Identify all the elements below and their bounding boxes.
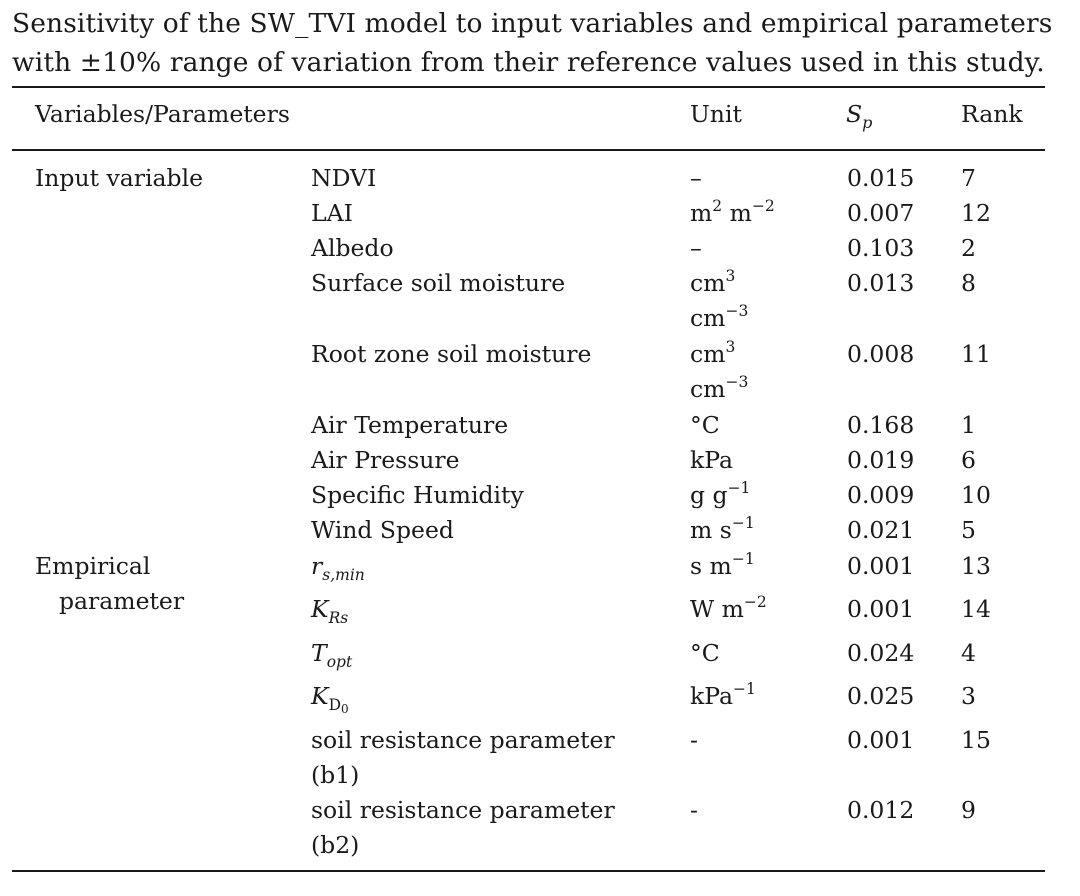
row-sp: 0.021 xyxy=(847,516,915,544)
row-sp: 0.013 xyxy=(847,269,915,297)
row-rank: 3 xyxy=(961,682,976,710)
row-unit: $m^2$ $m^{-2}$ xyxy=(690,197,775,227)
row-rank: 2 xyxy=(961,234,976,262)
header-sp: $S_p$ xyxy=(846,100,873,132)
row-sp: 0.019 xyxy=(847,446,915,474)
caption-line-2: with ±10% range of variation from their reference values used in this study. xyxy=(12,47,1045,78)
group-empirical-line-1: Empirical xyxy=(35,552,151,580)
row-unit: $cm^3$ xyxy=(690,267,736,297)
row-unit-cont: $cm^{-3}$ xyxy=(690,302,749,332)
row-unit: W $m^{-2}$ xyxy=(690,593,767,623)
row-sp: 0.007 xyxy=(847,199,915,227)
row-name: LAI xyxy=(311,199,353,227)
row-sp: 0.015 xyxy=(847,164,915,192)
row-rank: 4 xyxy=(961,639,976,667)
row-unit: °C xyxy=(690,639,720,667)
row-name: soil resistance parameter xyxy=(311,796,615,824)
row-rank: 11 xyxy=(961,340,991,368)
row-unit: kPa xyxy=(690,446,734,474)
row-unit: $cm^3$ xyxy=(690,338,736,368)
row-name: NDVI xyxy=(311,164,377,192)
row-rank: 12 xyxy=(961,199,991,227)
row-sp: 0.001 xyxy=(847,552,915,580)
row-rank: 8 xyxy=(961,269,976,297)
caption-line-1: Sensitivity of the SW_TVI model to input variables and empirical parameters xyxy=(12,8,1053,39)
row-sp: 0.001 xyxy=(847,595,915,623)
header-rank: Rank xyxy=(961,100,1023,128)
row-name: $r_{s,min}$ xyxy=(311,552,365,584)
row-unit: kPa$^{-1}$ xyxy=(690,680,756,710)
row-unit: – xyxy=(690,234,702,262)
row-rank: 5 xyxy=(961,516,976,544)
row-unit: – xyxy=(690,164,702,192)
row-sp: 0.008 xyxy=(847,340,915,368)
top-rule xyxy=(12,86,1045,88)
row-name: Air Pressure xyxy=(311,446,460,474)
row-rank: 10 xyxy=(961,481,991,509)
row-name: Albedo xyxy=(311,234,394,262)
header-rule xyxy=(12,149,1045,151)
row-name: Root zone soil moisture xyxy=(311,340,592,368)
row-name: Surface soil moisture xyxy=(311,269,566,297)
group-empirical-line-2: parameter xyxy=(59,587,185,615)
table-caption xyxy=(12,4,1072,82)
row-name: Specific Humidity xyxy=(311,481,524,509)
row-rank: 1 xyxy=(961,411,976,439)
row-sp: 0.025 xyxy=(847,682,915,710)
row-unit: s $m^{-1}$ xyxy=(690,550,755,580)
group-input-variable: Input variable xyxy=(35,164,204,192)
row-sp: 0.024 xyxy=(847,639,915,667)
row-name: $K_{Rs}$ xyxy=(311,595,349,627)
row-unit: - xyxy=(690,726,698,754)
row-unit-cont: $cm^{-3}$ xyxy=(690,373,749,403)
row-rank: 13 xyxy=(961,552,991,580)
row-rank: 9 xyxy=(961,796,976,824)
header-unit: Unit xyxy=(690,100,742,128)
row-rank: 15 xyxy=(961,726,991,754)
row-sp: 0.001 xyxy=(847,726,915,754)
row-name-cont: (b1) xyxy=(311,761,360,789)
header-variables: Variables/Parameters xyxy=(35,100,290,128)
row-sp: 0.103 xyxy=(847,234,915,262)
bottom-rule xyxy=(12,870,1045,872)
row-name: Wind Speed xyxy=(311,516,454,544)
row-unit: °C xyxy=(690,411,720,439)
row-rank: 6 xyxy=(961,446,976,474)
row-rank: 14 xyxy=(961,595,991,623)
row-sp: 0.168 xyxy=(847,411,915,439)
row-unit: g $g^{-1}$ xyxy=(690,479,751,509)
row-name: Air Temperature xyxy=(311,411,509,439)
row-sp: 0.009 xyxy=(847,481,915,509)
row-name: $T_{opt}$ xyxy=(311,639,353,671)
row-unit: m $s^{-1}$ xyxy=(690,514,755,544)
row-name: $K_{D_0}$ xyxy=(311,682,349,716)
row-name-cont: (b2) xyxy=(311,831,360,859)
row-sp: 0.012 xyxy=(847,796,915,824)
row-rank: 7 xyxy=(961,164,976,192)
row-unit: - xyxy=(690,796,698,824)
row-name: soil resistance parameter xyxy=(311,726,615,754)
